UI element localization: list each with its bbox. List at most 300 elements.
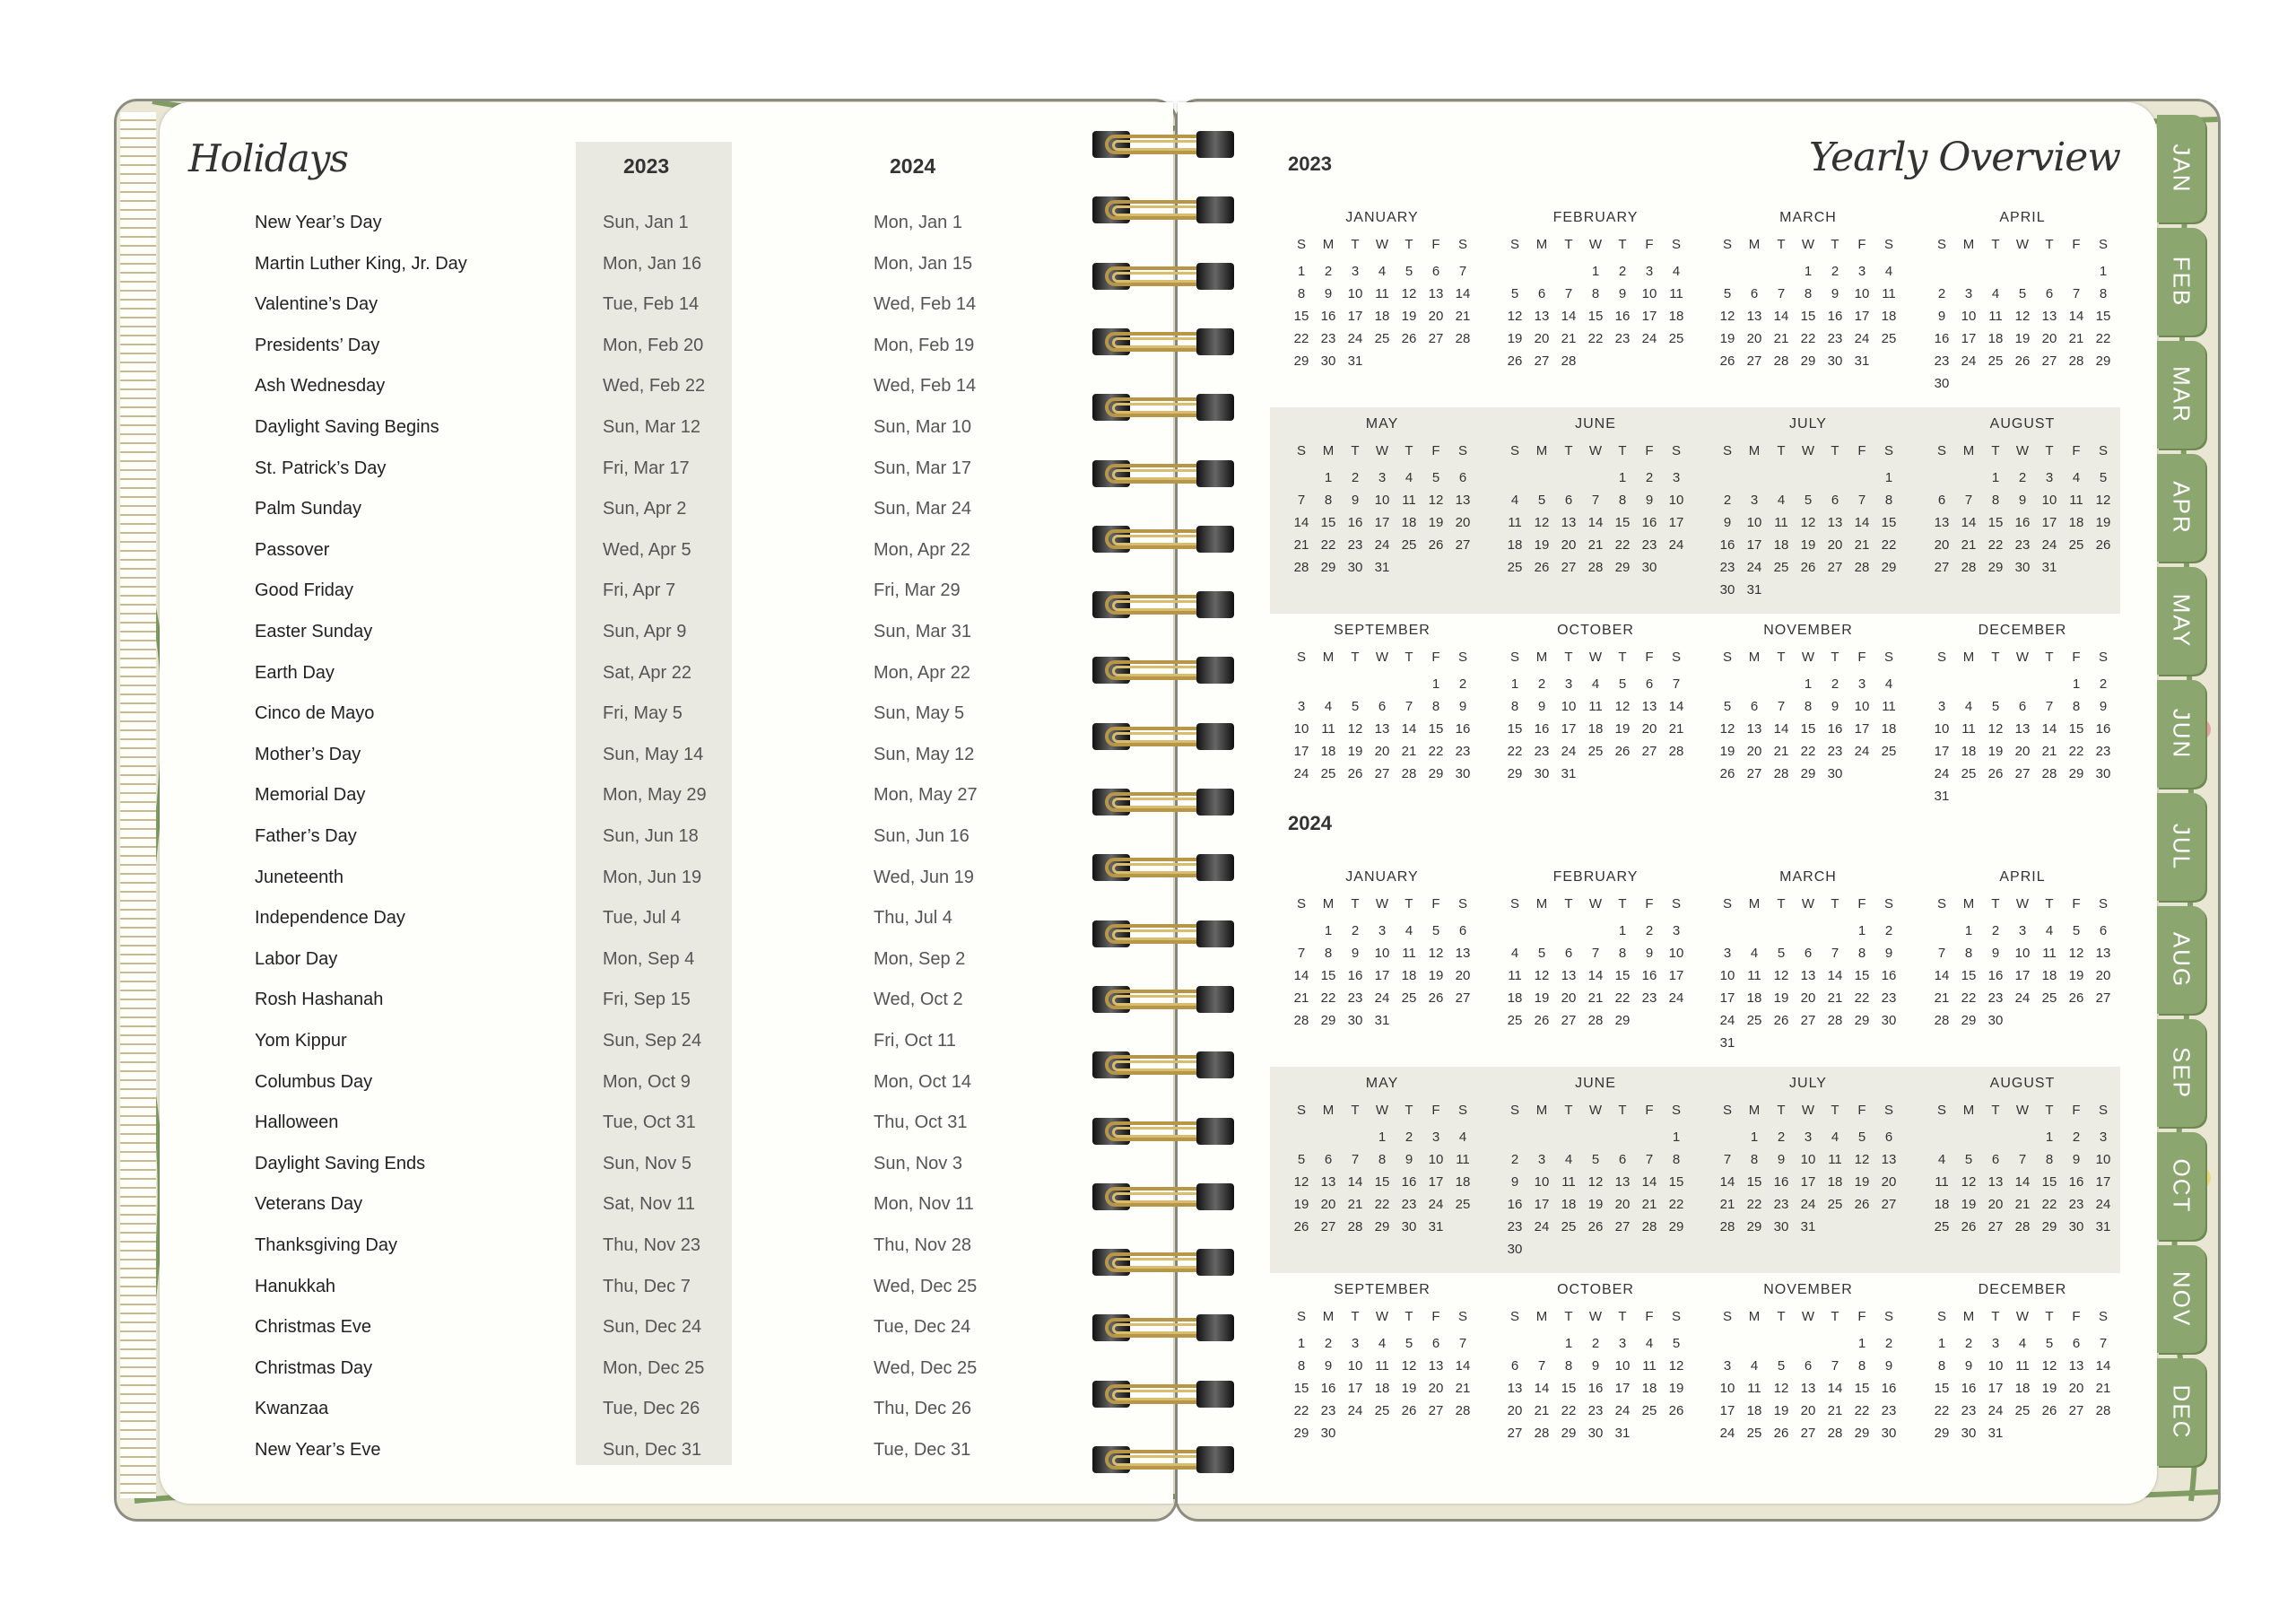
day-number: 20 (1374, 744, 1390, 759)
day-number: 10 (1347, 1358, 1363, 1374)
holiday-date-2023: Fri, Mar 17 (603, 458, 690, 478)
holiday-date-2024: Mon, Feb 19 (874, 335, 975, 355)
weekday-label: S (1296, 237, 1306, 252)
day-number: 2 (1537, 676, 1546, 692)
day-number: 30 (1961, 1426, 1977, 1441)
day-number: 22 (1374, 1197, 1390, 1212)
tab-label: JUN (2168, 708, 2196, 760)
day-number: 23 (1347, 537, 1363, 553)
day-number: 27 (1800, 1426, 1816, 1441)
holiday-date-2024: Sun, Mar 31 (874, 622, 971, 641)
day-number: 23 (1455, 744, 1471, 759)
day-number: 17 (1668, 968, 1684, 983)
weekday-header (1714, 642, 1902, 673)
weekday-label: T (1618, 1309, 1627, 1324)
day-number: 24 (1719, 1426, 1735, 1441)
day-number: 12 (2014, 309, 2031, 324)
day-number: 16 (2014, 515, 2031, 530)
day-number: 15 (1881, 515, 1897, 530)
day-number: 9 (1991, 946, 2000, 961)
day-number: 18 (1374, 309, 1390, 324)
day-number: 19 (1773, 990, 1789, 1006)
day-number: 12 (1534, 515, 1550, 530)
day-number: 18 (1746, 990, 1762, 1006)
day-number: 27 (1934, 560, 1950, 575)
weekday-label: S (2098, 237, 2108, 252)
day-number: 21 (1827, 990, 1843, 1006)
day-number: 6 (2018, 699, 2027, 714)
day-number: 13 (1561, 515, 1577, 530)
day-number: 7 (2045, 699, 2054, 714)
day-number: 27 (1455, 537, 1471, 553)
day-number: 27 (2041, 353, 2057, 369)
day-number: 20 (1800, 990, 1816, 1006)
day-number: 26 (1401, 1403, 1417, 1418)
day-number: 8 (1618, 946, 1627, 961)
day-number: 12 (1507, 309, 1523, 324)
day-number: 16 (1827, 721, 1843, 737)
day-grid (1501, 260, 1690, 372)
holiday-date-2024: Thu, Oct 31 (874, 1112, 968, 1133)
weekday-label: S (1722, 1103, 1732, 1118)
day-number: 28 (1587, 560, 1604, 575)
tab-apr[interactable] (2157, 454, 2205, 562)
day-number: 23 (1401, 1197, 1417, 1212)
weekday-label: S (1457, 1309, 1467, 1324)
day-number: 25 (1773, 560, 1789, 575)
weekday-label: T (1777, 650, 1786, 665)
day-number: 21 (1668, 721, 1684, 737)
holiday-date-2024: Mon, Jan 15 (874, 253, 973, 274)
day-number: 12 (1719, 721, 1735, 737)
day-number: 6 (1431, 264, 1440, 279)
day-number: 11 (1988, 309, 2003, 324)
day-number: 3 (2099, 1130, 2108, 1145)
weekday-label: S (1457, 443, 1467, 458)
day-number: 24 (1987, 1403, 2004, 1418)
day-number: 19 (2041, 1381, 2057, 1396)
day-number: 28 (1827, 1426, 1843, 1441)
day-number: 14 (1455, 286, 1471, 301)
month-calendar (1714, 866, 1902, 1054)
holiday-date-2023: Sun, Dec 24 (603, 1317, 702, 1338)
holiday-name: Thanksgiving Day (255, 1235, 397, 1255)
day-number: 9 (1723, 515, 1732, 530)
day-number: 8 (1591, 286, 1600, 301)
day-number: 24 (1668, 537, 1684, 553)
day-number: 13 (1320, 1174, 1336, 1190)
tab-feb[interactable] (2157, 228, 2205, 336)
month-name: OCTOBER (1557, 1282, 1634, 1297)
day-number: 29 (1881, 560, 1897, 575)
day-number: 17 (1534, 1197, 1550, 1212)
day-number: 14 (1773, 721, 1789, 737)
tab-oct[interactable] (2157, 1132, 2205, 1240)
holiday-date-2023: Mon, May 29 (603, 785, 707, 806)
weekday-label: S (1671, 1309, 1681, 1324)
day-number: 9 (1324, 286, 1333, 301)
day-number: 3 (1431, 1130, 1440, 1145)
day-number: 21 (1293, 990, 1309, 1006)
year-label: 2023 (1288, 153, 1332, 175)
day-number: 15 (1934, 1381, 1950, 1396)
day-number: 24 (1934, 766, 1950, 781)
day-number: 1 (1937, 1336, 1946, 1351)
day-number: 19 (1401, 309, 1417, 324)
month-name: MARCH (1779, 869, 1837, 885)
day-number: 26 (1614, 744, 1631, 759)
day-number: 21 (1401, 744, 1417, 759)
day-number: 8 (1297, 286, 1306, 301)
weekday-label: M (1748, 443, 1761, 458)
day-number: 27 (1987, 1219, 2004, 1234)
day-number: 11 (1375, 286, 1389, 301)
day-number: 1 (1804, 676, 1813, 692)
weekday-label: S (1296, 650, 1306, 665)
day-number: 9 (1618, 286, 1627, 301)
day-number: 10 (1668, 493, 1684, 508)
day-number: 11 (1375, 1358, 1389, 1374)
weekday-label: T (1618, 443, 1627, 458)
spiral-ring (1092, 1183, 1234, 1210)
weekday-label: M (1322, 443, 1335, 458)
day-number: 2 (1964, 1336, 1973, 1351)
day-number: 14 (1827, 1381, 1843, 1396)
day-number: 19 (1428, 515, 1444, 530)
holiday-date-2024: Sun, Nov 3 (874, 1153, 962, 1173)
weekday-label: M (1535, 443, 1548, 458)
day-number: 22 (1293, 1403, 1309, 1418)
day-number: 9 (2018, 493, 2027, 508)
tab-sep[interactable] (2157, 1019, 2205, 1127)
day-number: 27 (1881, 1197, 1897, 1212)
day-number: 11 (1828, 1152, 1842, 1167)
day-number: 7 (1831, 1358, 1839, 1374)
day-number: 4 (1510, 493, 1519, 508)
holiday-date-2024: Fri, Oct 11 (874, 1031, 956, 1051)
day-number: 20 (1507, 1403, 1523, 1418)
month-name: JUNE (1575, 416, 1616, 432)
day-number: 1 (1857, 1336, 1866, 1351)
tab-jan[interactable] (2157, 115, 2205, 222)
weekday-label: T (1777, 1103, 1786, 1118)
day-number: 11 (1669, 286, 1683, 301)
day-number: 7 (1537, 1358, 1546, 1374)
day-number: 18 (1827, 1174, 1843, 1190)
holiday-date-2024: Tue, Dec 24 (874, 1317, 971, 1338)
day-number: 30 (1827, 766, 1843, 781)
day-number: 8 (1804, 286, 1813, 301)
day-number: 25 (1961, 766, 1977, 781)
spiral-ring (1092, 854, 1234, 881)
day-number: 29 (1800, 766, 1816, 781)
day-number: 12 (1987, 721, 2004, 737)
day-number: 24 (1347, 331, 1363, 346)
month-calendar (1714, 1278, 1902, 1444)
day-number: 3 (1723, 1358, 1732, 1374)
day-number: 22 (1320, 990, 1336, 1006)
month-name: APRIL (1999, 869, 2046, 885)
holiday-date-2023: Sun, Sep 24 (603, 1031, 702, 1051)
month-name: JANUARY (1345, 210, 1419, 225)
tab-label: MAR (2168, 366, 2196, 423)
day-number: 30 (1347, 560, 1363, 575)
yearly-overview-title: Yearly Overview (1808, 135, 2120, 180)
day-number: 12 (1719, 309, 1735, 324)
day-number: 6 (1884, 1130, 1893, 1145)
day-number: 11 (1935, 1174, 1949, 1190)
day-number: 2 (1591, 1336, 1600, 1351)
tab-label: FEB (2168, 256, 2196, 308)
weekday-label: M (1962, 896, 1975, 912)
holiday-date-2024: Mon, Nov 11 (874, 1194, 974, 1215)
day-number: 15 (1800, 309, 1816, 324)
day-number: 22 (2068, 744, 2084, 759)
month-calendar (1288, 866, 1476, 1032)
day-number: 5 (1537, 946, 1546, 961)
month-name: JUNE (1575, 1076, 1616, 1091)
day-number: 25 (1746, 1013, 1762, 1028)
day-number: 15 (1561, 1381, 1577, 1396)
day-number: 4 (1645, 1336, 1654, 1351)
day-number: 11 (1747, 968, 1761, 983)
day-number: 7 (1458, 1336, 1467, 1351)
holiday-name: Columbus Day (255, 1071, 373, 1092)
day-number: 15 (1961, 968, 1977, 983)
day-number: 21 (1961, 537, 1977, 553)
day-number: 24 (1854, 331, 1870, 346)
day-number: 20 (1320, 1197, 1336, 1212)
day-number: 26 (1428, 537, 1444, 553)
spiral-ring (1092, 591, 1234, 618)
holiday-date-2023: Mon, Sep 4 (603, 948, 695, 969)
tab-jul[interactable] (2157, 793, 2205, 901)
day-number: 14 (1854, 515, 1870, 530)
month-name: MARCH (1779, 210, 1837, 225)
day-number: 13 (2068, 1358, 2084, 1374)
day-number: 24 (1534, 1219, 1550, 1234)
day-number: 15 (1587, 309, 1604, 324)
day-number: 28 (2041, 766, 2057, 781)
day-number: 26 (2041, 1403, 2057, 1418)
day-number: 11 (1561, 1174, 1576, 1190)
month-calendar (1714, 619, 1902, 785)
day-number: 16 (1881, 968, 1897, 983)
day-number: 7 (1937, 946, 1946, 961)
day-number: 31 (1428, 1219, 1444, 1234)
day-number: 14 (1668, 699, 1684, 714)
holiday-date-2023: Mon, Dec 25 (603, 1357, 705, 1378)
weekday-label: S (1457, 896, 1467, 912)
day-number: 31 (1987, 1426, 2004, 1441)
holiday-name: Hanukkah (255, 1276, 336, 1296)
day-number: 27 (1561, 1013, 1577, 1028)
day-number: 14 (1534, 1381, 1550, 1396)
weekday-label: W (1375, 237, 1389, 252)
holiday-date-2024: Thu, Jul 4 (874, 908, 952, 929)
day-number: 2 (1510, 1152, 1519, 1167)
day-number: 22 (1746, 1197, 1762, 1212)
tab-may[interactable] (2157, 567, 2205, 675)
day-number: 10 (1428, 1152, 1444, 1167)
day-number: 1 (2072, 676, 2081, 692)
day-number: 22 (1800, 744, 1816, 759)
day-number: 26 (1773, 1426, 1789, 1441)
day-number: 28 (1719, 1219, 1735, 1234)
tab-dec[interactable] (2157, 1358, 2205, 1466)
spiral-ring (1092, 460, 1234, 487)
weekday-label: T (2045, 237, 2054, 252)
day-number: 28 (1773, 766, 1789, 781)
day-number: 25 (1401, 990, 1417, 1006)
day-number: 6 (1564, 946, 1573, 961)
weekday-label: S (1296, 1309, 1306, 1324)
day-number: 27 (1507, 1426, 1523, 1441)
day-number: 2 (1937, 286, 1946, 301)
month-calendar (1714, 413, 1902, 601)
day-number: 2 (1831, 676, 1839, 692)
weekday-label: S (1722, 443, 1732, 458)
day-number: 19 (1668, 1381, 1684, 1396)
day-number: 11 (1961, 721, 1976, 737)
day-number: 14 (1934, 968, 1950, 983)
weekday-label: T (1991, 650, 2000, 665)
day-grid (1288, 467, 1476, 579)
weekday-label: W (1375, 650, 1389, 665)
day-number: 4 (1405, 470, 1413, 485)
day-number: 26 (1293, 1219, 1309, 1234)
day-number: 12 (2095, 493, 2111, 508)
day-number: 28 (1854, 560, 1870, 575)
day-number: 27 (1320, 1219, 1336, 1234)
day-grid (1928, 1126, 2117, 1238)
day-number: 18 (2014, 1381, 2031, 1396)
day-number: 31 (1347, 353, 1363, 369)
day-number: 15 (1987, 515, 2004, 530)
day-number: 6 (1431, 1336, 1440, 1351)
day-number: 5 (1431, 470, 1440, 485)
day-number: 4 (1884, 264, 1893, 279)
day-number: 20 (1428, 1381, 1444, 1396)
weekday-header (1501, 889, 1690, 920)
day-grid (1288, 1332, 1476, 1444)
month-calendar (1714, 206, 1902, 372)
holiday-date-2023: Thu, Dec 7 (603, 1276, 691, 1296)
day-number: 20 (2014, 744, 2031, 759)
day-number: 26 (1800, 560, 1816, 575)
day-number: 7 (1591, 493, 1600, 508)
weekday-label: S (1936, 443, 1946, 458)
day-number: 8 (1564, 1358, 1573, 1374)
day-number: 19 (1773, 1403, 1789, 1418)
day-number: 7 (1458, 264, 1467, 279)
weekday-label: M (1535, 1309, 1548, 1324)
day-number: 29 (1987, 560, 2004, 575)
day-number: 21 (1773, 331, 1789, 346)
day-number: 2 (1991, 923, 2000, 938)
tab-aug[interactable] (2157, 906, 2205, 1014)
day-number: 1 (1591, 264, 1600, 279)
day-number: 21 (1719, 1197, 1735, 1212)
day-number: 3 (1378, 470, 1387, 485)
holiday-date-2023: Wed, Apr 5 (603, 539, 691, 560)
day-number: 2 (1324, 264, 1333, 279)
weekday-label: S (1671, 896, 1681, 912)
day-number: 8 (1378, 1152, 1387, 1167)
day-grid (1714, 467, 1902, 601)
weekday-label: S (1671, 237, 1681, 252)
day-number: 4 (2045, 923, 2054, 938)
day-number: 21 (1347, 1197, 1363, 1212)
weekday-label: F (1645, 896, 1654, 912)
day-number: 15 (1293, 309, 1309, 324)
day-number: 27 (1455, 990, 1471, 1006)
weekday-header (1928, 889, 2117, 920)
day-number: 20 (1746, 744, 1762, 759)
holiday-name: Passover (255, 539, 330, 560)
weekday-label: S (1883, 1309, 1893, 1324)
weekday-label: T (1351, 1309, 1360, 1324)
tab-label: DEC (2168, 1384, 2196, 1440)
day-number: 9 (1777, 1152, 1786, 1167)
weekday-label: S (1509, 237, 1519, 252)
weekday-label: W (1588, 650, 1603, 665)
month-name: NOVEMBER (1763, 623, 1853, 638)
day-number: 3 (1804, 1130, 1813, 1145)
weekday-label: T (1777, 443, 1786, 458)
weekday-label: T (1991, 237, 2000, 252)
day-number: 16 (1827, 309, 1843, 324)
day-number: 24 (1374, 537, 1390, 553)
day-number: 4 (1378, 1336, 1387, 1351)
day-number: 13 (1800, 1381, 1816, 1396)
day-number: 10 (1854, 699, 1870, 714)
tab-nov[interactable] (2157, 1245, 2205, 1353)
day-number: 14 (1587, 515, 1604, 530)
holiday-name: Daylight Saving Begins (255, 417, 439, 437)
day-number: 21 (1854, 537, 1870, 553)
day-number: 19 (1800, 537, 1816, 553)
day-number: 20 (1455, 515, 1471, 530)
weekday-label: S (1457, 237, 1467, 252)
day-number: 3 (1672, 923, 1681, 938)
day-number: 28 (2095, 1403, 2111, 1418)
day-number: 5 (1537, 493, 1546, 508)
day-number: 14 (2068, 309, 2084, 324)
weekday-label: T (1564, 896, 1573, 912)
day-number: 24 (2014, 990, 2031, 1006)
day-number: 30 (2014, 560, 2031, 575)
day-number: 10 (1961, 309, 1977, 324)
weekday-label: S (1509, 650, 1519, 665)
weekday-label: M (1322, 650, 1335, 665)
day-number: 1 (1324, 470, 1333, 485)
day-grid (1928, 260, 2117, 395)
day-number: 8 (1884, 493, 1893, 508)
holiday-name: Martin Luther King, Jr. Day (255, 253, 467, 274)
day-grid (1288, 260, 1476, 372)
tab-mar[interactable] (2157, 341, 2205, 449)
day-number: 1 (1510, 676, 1519, 692)
day-number: 10 (1374, 493, 1390, 508)
tab-jun[interactable] (2157, 680, 2205, 788)
holiday-name: Halloween (255, 1112, 339, 1133)
day-number: 24 (1719, 1013, 1735, 1028)
weekday-label: S (1883, 650, 1893, 665)
day-number: 15 (1614, 515, 1631, 530)
weekday-label: T (2045, 443, 2054, 458)
weekday-label: F (1431, 443, 1440, 458)
